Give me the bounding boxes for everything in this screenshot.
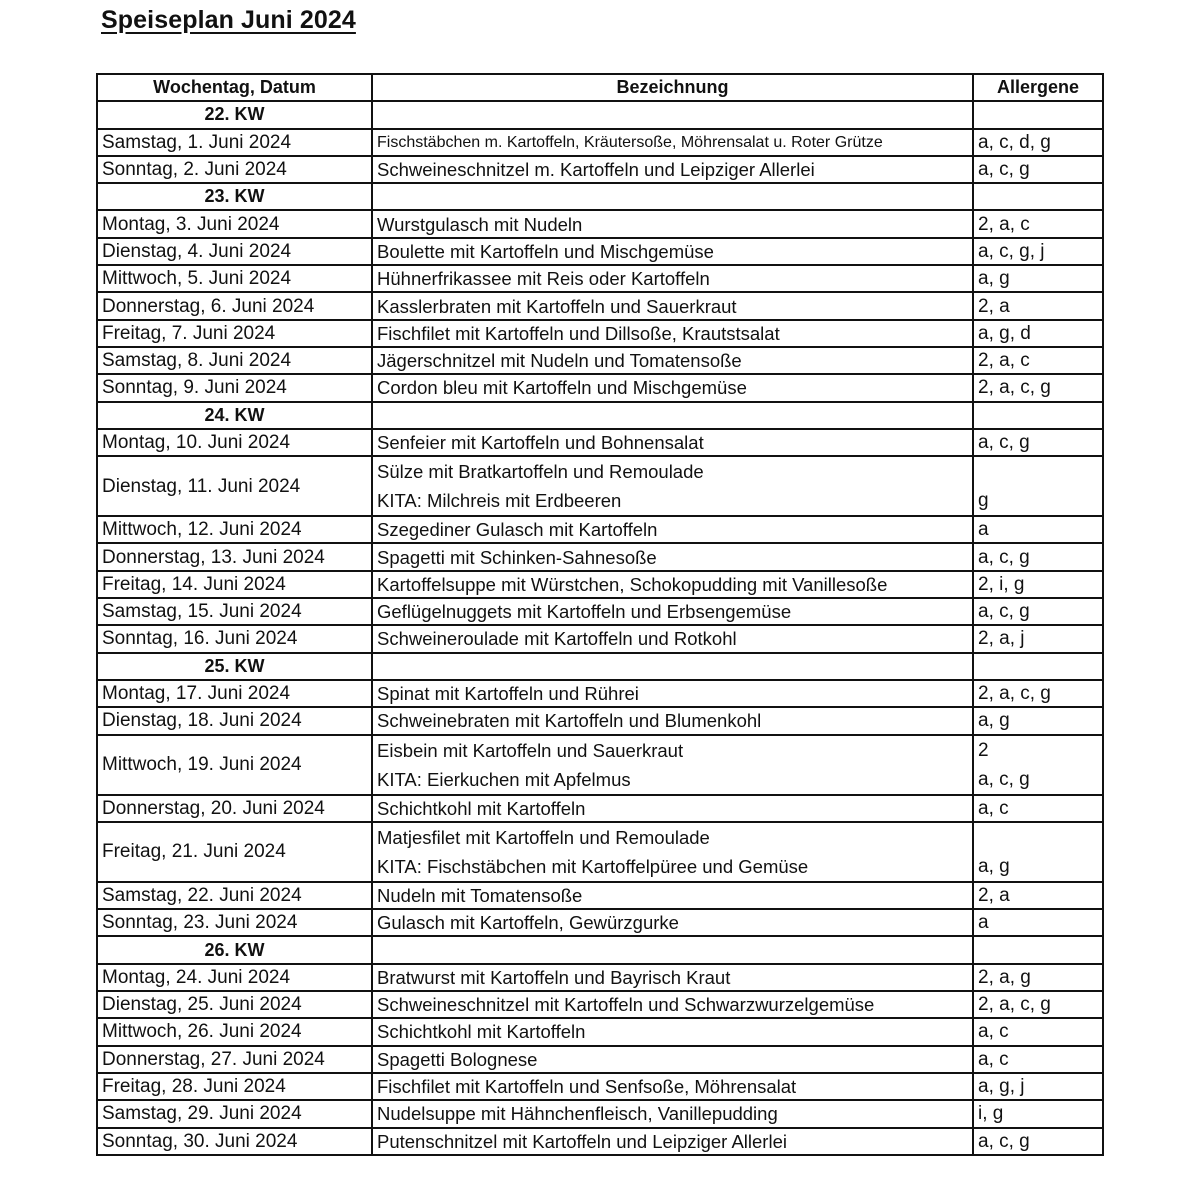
allergens-cell (973, 429, 1103, 456)
allergen-line: a, g (978, 268, 1010, 290)
table-row (97, 625, 1103, 652)
day-cell: Samstag, 15. Juni 2024 (97, 598, 372, 625)
day-cell: Mittwoch, 5. Juni 2024 (97, 265, 372, 292)
empty-cell (372, 101, 973, 128)
table-row (97, 822, 1103, 882)
allergen-line: a, c, g (978, 546, 1030, 568)
dish-cell (372, 456, 973, 516)
table-row (97, 909, 1103, 936)
allergen-line: a, c, g (978, 601, 1030, 623)
dish-cell (372, 571, 973, 598)
week-label: 26. KW (97, 936, 372, 963)
day-cell: Samstag, 8. Juni 2024 (97, 347, 372, 374)
table-row (97, 156, 1103, 183)
dish-line: Boulette mit Kartoffeln und Mischgemüse (377, 240, 714, 262)
allergens-cell (973, 680, 1103, 707)
day-cell: Mittwoch, 26. Juni 2024 (97, 1018, 372, 1045)
dish-line: Matjesfilet mit Kartoffeln und Remoulade (377, 826, 710, 848)
empty-cell (973, 183, 1103, 210)
dish-line: Schweineschnitzel mit Kartoffeln und Schwarzwurzelgemüse (377, 994, 875, 1016)
day-cell: Sonntag, 23. Juni 2024 (97, 909, 372, 936)
dish-cell (372, 1073, 973, 1100)
table-row (97, 1073, 1103, 1100)
header-allergens: Allergene (973, 74, 1103, 101)
table-row (97, 456, 1103, 516)
table-row (97, 1046, 1103, 1073)
allergens-cell (973, 1018, 1103, 1045)
empty-cell (973, 653, 1103, 680)
allergens-cell (973, 516, 1103, 543)
empty-cell (973, 101, 1103, 128)
table-row (97, 320, 1103, 347)
table-row (97, 991, 1103, 1018)
allergen-line: 2, a, c, g (978, 377, 1051, 399)
dish-line: Schweineschnitzel m. Kartoffeln und Leipziger Allerlei (377, 159, 815, 181)
allergens-cell (973, 129, 1103, 156)
dish-cell (372, 320, 973, 347)
allergen-line: 2, a, g (978, 966, 1031, 988)
dish-cell (372, 882, 973, 909)
allergen-line: 2, a, c, g (978, 994, 1051, 1016)
day-cell: Samstag, 29. Juni 2024 (97, 1100, 372, 1127)
dish-cell (372, 991, 973, 1018)
week-label: 25. KW (97, 653, 372, 680)
dish-line: Spinat mit Kartoffeln und Rührei (377, 683, 639, 705)
allergens-cell (973, 210, 1103, 237)
table-row (97, 964, 1103, 991)
table-row (97, 429, 1103, 456)
allergen-line: a, c (978, 1021, 1009, 1043)
table-row (97, 292, 1103, 319)
dish-cell (372, 543, 973, 570)
dish-cell (372, 129, 973, 156)
empty-cell (973, 936, 1103, 963)
menu-body (97, 101, 1103, 1155)
empty-cell (372, 183, 973, 210)
dish-cell (372, 795, 973, 822)
table-header-row (97, 74, 1103, 101)
allergen-line: a, g (978, 710, 1010, 732)
dish-line: Fischstäbchen m. Kartoffeln, Kräutersoße, Möhrensalat u. Roter Grütze (377, 133, 883, 151)
day-cell: Montag, 3. Juni 2024 (97, 210, 372, 237)
allergens-cell (973, 1073, 1103, 1100)
menu-table-container (96, 73, 1102, 1156)
allergens-cell (973, 374, 1103, 401)
empty-cell (372, 936, 973, 963)
day-cell: Sonntag, 2. Juni 2024 (97, 156, 372, 183)
allergens-cell (973, 909, 1103, 936)
table-row (97, 1128, 1103, 1155)
allergens-cell (973, 456, 1103, 516)
day-cell: Freitag, 21. Juni 2024 (97, 822, 372, 882)
menu-table (96, 73, 1104, 1156)
allergen-line (978, 823, 1098, 852)
dish-line: Putenschnitzel mit Kartoffeln und Leipziger Allerlei (377, 1130, 787, 1152)
allergens-cell (973, 543, 1103, 570)
dish-cell (372, 292, 973, 319)
week-label: 22. KW (97, 101, 372, 128)
table-row (97, 374, 1103, 401)
dish-line: KITA: Fischstäbchen mit Kartoffelpüree und Gemüse (377, 855, 809, 877)
dish-cell (372, 374, 973, 401)
table-row (97, 265, 1103, 292)
dish-line: Kartoffelsuppe mit Würstchen, Schokopudding mit Vanillesoße (377, 573, 888, 595)
allergen-line: 2, a, c (978, 213, 1030, 235)
dish-cell (372, 1046, 973, 1073)
allergen-line: 2, a, c (978, 350, 1030, 372)
day-cell: Mittwoch, 19. Juni 2024 (97, 735, 372, 795)
header-day: Wochentag, Datum (97, 74, 372, 101)
day-cell: Montag, 17. Juni 2024 (97, 680, 372, 707)
table-row (97, 571, 1103, 598)
allergens-cell (973, 1128, 1103, 1155)
allergen-line: 2, a, j (978, 628, 1025, 650)
dish-cell (372, 909, 973, 936)
allergens-cell (973, 882, 1103, 909)
day-cell: Samstag, 1. Juni 2024 (97, 129, 372, 156)
allergen-line (978, 457, 1098, 486)
dish-line: Jägerschnitzel mit Nudeln und Tomatensoße (377, 350, 742, 372)
dish-line: Eisbein mit Kartoffeln und Sauerkraut (377, 739, 684, 761)
empty-cell (973, 402, 1103, 429)
page-title: Speiseplan Juni 2024 (101, 6, 356, 34)
day-cell: Dienstag, 11. Juni 2024 (97, 456, 372, 516)
allergen-line: a, c, g (978, 1130, 1030, 1152)
allergen-line: a, c (978, 1048, 1009, 1070)
dish-line: Fischfilet mit Kartoffeln und Senfsoße, Möhrensalat (377, 1076, 797, 1098)
dish-cell (372, 238, 973, 265)
day-cell: Freitag, 7. Juni 2024 (97, 320, 372, 347)
week-row (97, 402, 1103, 429)
table-row (97, 210, 1103, 237)
allergens-cell (973, 625, 1103, 652)
day-cell: Montag, 24. Juni 2024 (97, 964, 372, 991)
day-cell: Samstag, 22. Juni 2024 (97, 882, 372, 909)
allergen-line: 2 (978, 739, 989, 761)
dish-cell (372, 347, 973, 374)
dish-line: Wurstgulasch mit Nudeln (377, 213, 583, 235)
dish-cell (372, 1018, 973, 1045)
allergen-line: a (978, 912, 989, 934)
table-row (97, 598, 1103, 625)
week-label: 24. KW (97, 402, 372, 429)
allergen-line: i, g (978, 1103, 1004, 1125)
allergens-cell (973, 1100, 1103, 1127)
dish-line: Spagetti Bolognese (377, 1048, 538, 1070)
allergen-line: a (978, 519, 989, 541)
allergens-cell (973, 156, 1103, 183)
allergens-cell (973, 238, 1103, 265)
day-cell: Freitag, 28. Juni 2024 (97, 1073, 372, 1100)
week-row (97, 101, 1103, 128)
allergen-line: a, g, j (978, 1076, 1025, 1098)
allergens-cell (973, 320, 1103, 347)
allergen-line: 2, a (978, 295, 1010, 317)
dish-cell (372, 625, 973, 652)
dish-cell (372, 210, 973, 237)
allergens-cell (973, 964, 1103, 991)
dish-line: Schichtkohl mit Kartoffeln (377, 1021, 586, 1043)
dish-line: Kasslerbraten mit Kartoffeln und Sauerkraut (377, 295, 737, 317)
dish-cell (372, 964, 973, 991)
allergens-cell (973, 1046, 1103, 1073)
table-row (97, 707, 1103, 734)
dish-cell (372, 265, 973, 292)
day-cell: Mittwoch, 12. Juni 2024 (97, 516, 372, 543)
allergen-line: 2, i, g (978, 573, 1025, 595)
table-row (97, 238, 1103, 265)
dish-line: Sülze mit Bratkartoffeln und Remoulade (377, 461, 704, 483)
day-cell: Dienstag, 25. Juni 2024 (97, 991, 372, 1018)
table-row (97, 347, 1103, 374)
allergen-line: a, c, g, j (978, 240, 1045, 262)
day-cell: Montag, 10. Juni 2024 (97, 429, 372, 456)
day-cell: Donnerstag, 6. Juni 2024 (97, 292, 372, 319)
week-row (97, 936, 1103, 963)
dish-line: Schichtkohl mit Kartoffeln (377, 797, 586, 819)
header-dish: Bezeichnung (372, 74, 973, 101)
allergen-line: a, c, d, g (978, 131, 1051, 153)
allergen-line: 2, a, c, g (978, 683, 1051, 705)
allergen-line: a, g, d (978, 322, 1031, 344)
table-row (97, 1100, 1103, 1127)
empty-cell (372, 653, 973, 680)
dish-cell (372, 516, 973, 543)
table-row (97, 516, 1103, 543)
week-label: 23. KW (97, 183, 372, 210)
table-row (97, 129, 1103, 156)
allergens-cell (973, 822, 1103, 882)
dish-line: Schweineroulade mit Kartoffeln und Rotkohl (377, 628, 737, 650)
table-row (97, 795, 1103, 822)
day-cell: Donnerstag, 13. Juni 2024 (97, 543, 372, 570)
dish-line: Cordon bleu mit Kartoffeln und Mischgemüse (377, 377, 747, 399)
allergens-cell (973, 265, 1103, 292)
day-cell: Sonntag, 9. Juni 2024 (97, 374, 372, 401)
allergens-cell (973, 707, 1103, 734)
dish-cell (372, 707, 973, 734)
day-cell: Donnerstag, 20. Juni 2024 (97, 795, 372, 822)
dish-line: Bratwurst mit Kartoffeln und Bayrisch Kraut (377, 966, 731, 988)
week-row (97, 183, 1103, 210)
dish-cell (372, 598, 973, 625)
dish-line: Nudelsuppe mit Hähnchenfleisch, Vanillepudding (377, 1103, 778, 1125)
dish-cell (372, 822, 973, 882)
day-cell: Sonntag, 16. Juni 2024 (97, 625, 372, 652)
dish-cell (372, 429, 973, 456)
table-row (97, 680, 1103, 707)
day-cell: Sonntag, 30. Juni 2024 (97, 1128, 372, 1155)
empty-cell (372, 402, 973, 429)
allergens-cell (973, 991, 1103, 1018)
dish-line: Hühnerfrikassee mit Reis oder Kartoffeln (377, 268, 710, 290)
dish-cell (372, 1128, 973, 1155)
allergen-line: a, c, g (978, 159, 1030, 181)
dish-line: Senfeier mit Kartoffeln und Bohnensalat (377, 432, 704, 453)
table-row (97, 1018, 1103, 1045)
allergens-cell (973, 292, 1103, 319)
dish-cell (372, 680, 973, 707)
day-cell: Dienstag, 18. Juni 2024 (97, 707, 372, 734)
day-cell: Donnerstag, 27. Juni 2024 (97, 1046, 372, 1073)
allergens-cell (973, 571, 1103, 598)
allergen-line: a, c (978, 797, 1009, 819)
dish-line: Szegediner Gulasch mit Kartoffeln (377, 519, 658, 541)
dish-line: KITA: Eierkuchen mit Apfelmus (377, 768, 631, 790)
week-row (97, 653, 1103, 680)
dish-line: KITA: Milchreis mit Erdbeeren (377, 490, 622, 512)
dish-cell (372, 1100, 973, 1127)
dish-cell (372, 156, 973, 183)
day-cell: Dienstag, 4. Juni 2024 (97, 238, 372, 265)
dish-line: Fischfilet mit Kartoffeln und Dillsoße, Krautstsalat (377, 322, 780, 344)
allergen-line: g (978, 490, 989, 512)
allergen-line: a, c, g (978, 768, 1030, 790)
allergen-line: a, g (978, 855, 1010, 877)
dish-line: Spagetti mit Schinken-Sahnesoße (377, 546, 657, 568)
dish-line: Geflügelnuggets mit Kartoffeln und Erbsengemüse (377, 601, 792, 623)
table-row (97, 543, 1103, 570)
allergen-line: a, c, g (978, 432, 1030, 453)
allergens-cell (973, 347, 1103, 374)
allergens-cell (973, 598, 1103, 625)
table-row (97, 735, 1103, 795)
allergens-cell (973, 795, 1103, 822)
dish-cell (372, 735, 973, 795)
allergen-line: 2, a (978, 884, 1010, 906)
dish-line: Gulasch mit Kartoffeln, Gewürzgurke (377, 912, 679, 934)
dish-line: Schweinebraten mit Kartoffeln und Blumenkohl (377, 710, 762, 732)
allergens-cell (973, 735, 1103, 795)
day-cell: Freitag, 14. Juni 2024 (97, 571, 372, 598)
dish-line: Nudeln mit Tomatensoße (377, 884, 583, 906)
table-row (97, 882, 1103, 909)
